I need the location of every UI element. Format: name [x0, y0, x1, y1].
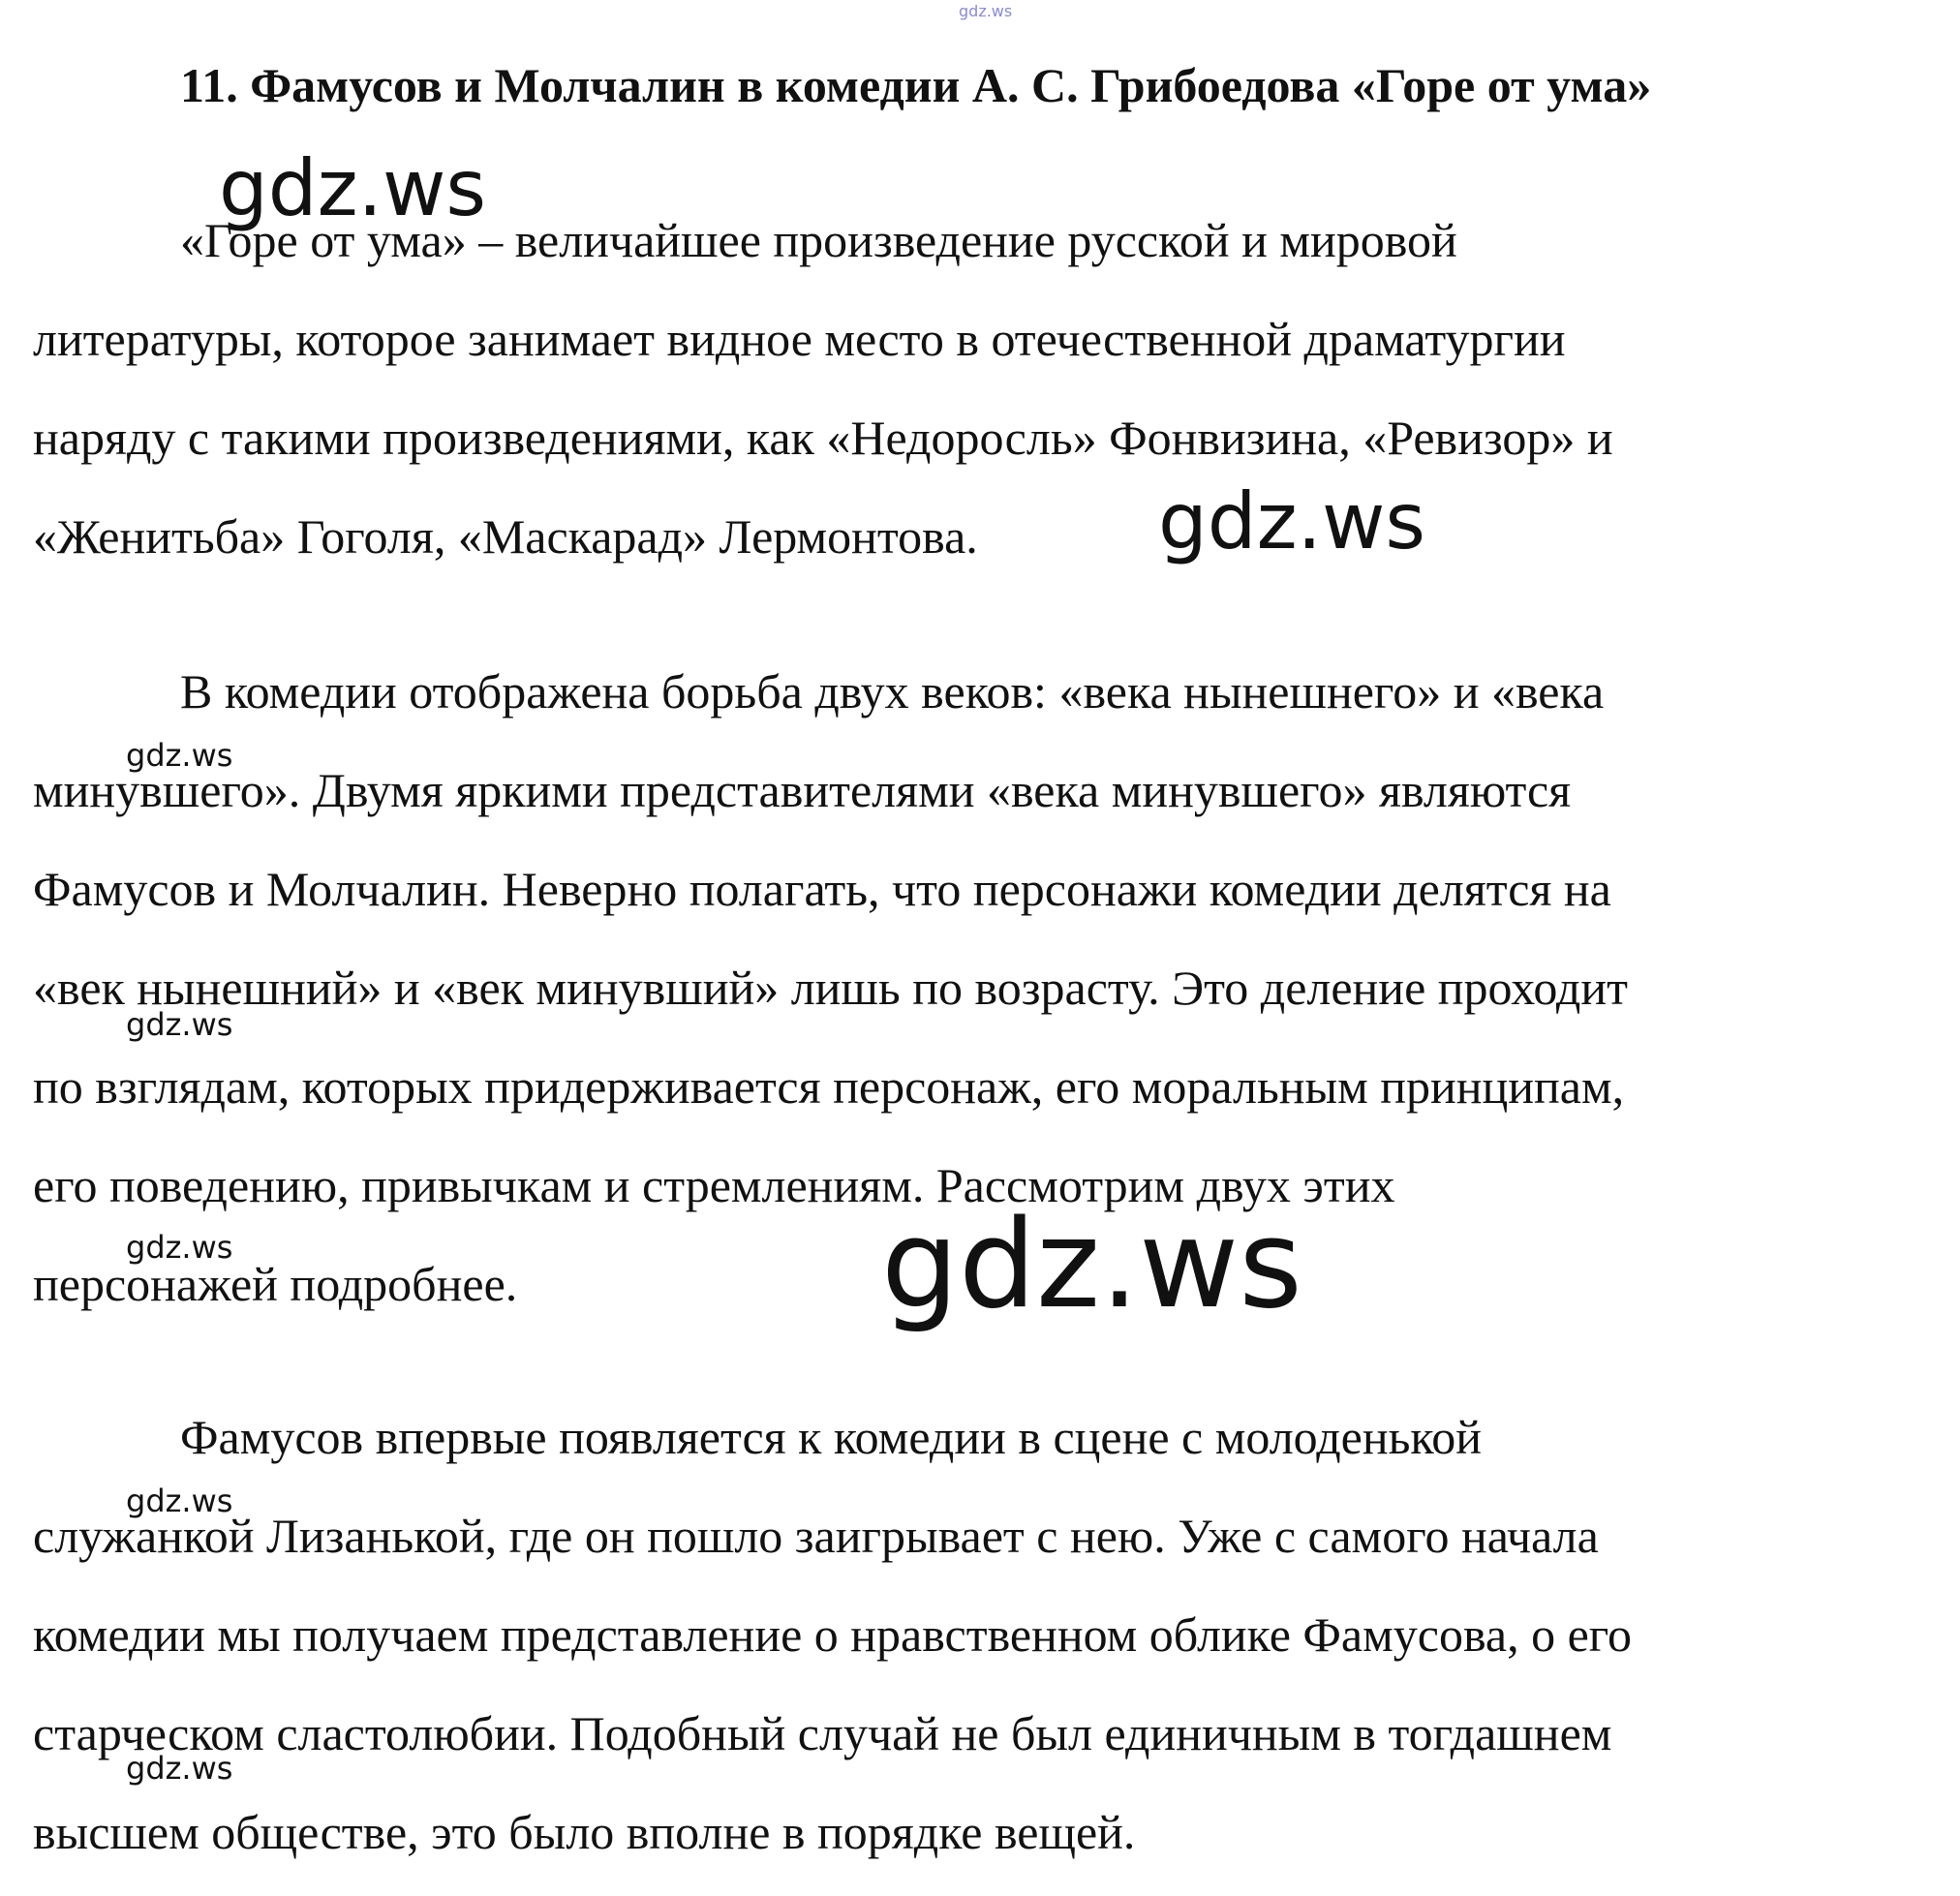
paragraph-1-line-3: наряду с такими произведениями, как «Недоросль» Фонвизина, «Ревизор» и [33, 411, 1613, 465]
paragraph-2-line-2: минувшего». Двумя яркими представителями «века минувшего» являются [33, 763, 1572, 817]
paragraph-3-line-3: комедии мы получаем представление о нравственном облике Фамусова, о его [33, 1607, 1633, 1662]
paragraph-2-line-3: Фамусов и Молчалин. Неверно полагать, что персонажи комедии делятся на [33, 862, 1611, 916]
paragraph-2-line-5: по взглядам, которых придерживается персонаж, его моральным принципам, [33, 1059, 1625, 1114]
paragraph-3-line-2: служанкой Лизанькой, где он пошло заигрывает с нею. Уже с самого начала [33, 1509, 1599, 1563]
watermark-small-1: gdz.ws [126, 737, 233, 774]
paragraph-1-line-4: «Женитьба» Гоголя, «Маскарад» Лермонтова. [33, 509, 978, 564]
paragraph-1-line-1: «Горе от ума» – величайшее произведение русской и мировой [180, 213, 1457, 267]
watermark-small-5: gdz.ws [126, 1750, 233, 1787]
watermark-title-area: gdz.ws [219, 143, 487, 233]
paragraph-2-line-6: его поведению, привычкам и стремлениям. Рассмотрим двух этих [33, 1158, 1395, 1212]
paragraph-3-line-4: старческом сластолюбии. Подобный случай не был единичным в тогдашнем [33, 1706, 1612, 1760]
paragraph-2-line-7: персонажей подробнее. [33, 1257, 518, 1311]
watermark-large-center: gdz.ws [881, 1193, 1302, 1335]
document-title: 11. Фамусов и Молчалин в комедии А. С. Грибоедова «Горе от ума» [180, 58, 1652, 112]
watermark-paragraph-1-end: gdz.ws [1158, 476, 1426, 566]
paragraph-3-line-1: Фамусов впервые появляется к комедии в сцене с молоденькой [180, 1410, 1482, 1464]
watermark-top: gdz.ws [959, 2, 1013, 20]
paragraph-2-line-1: В комедии отображена борьба двух веков: «века нынешнего» и «века [180, 664, 1605, 719]
paragraph-3-line-5: высшем обществе, это было вполне в порядке вещей. [33, 1805, 1136, 1859]
watermark-small-2: gdz.ws [126, 1006, 233, 1043]
paragraph-1-line-2: литературы, которое занимает видное место в отечественной драматургии [33, 312, 1566, 366]
watermark-small-4: gdz.ws [126, 1483, 233, 1519]
paragraph-2-line-4: «век нынешний» и «век минувший» лишь по возрасту. Это деление проходит [33, 961, 1628, 1015]
watermark-small-3: gdz.ws [126, 1229, 233, 1266]
